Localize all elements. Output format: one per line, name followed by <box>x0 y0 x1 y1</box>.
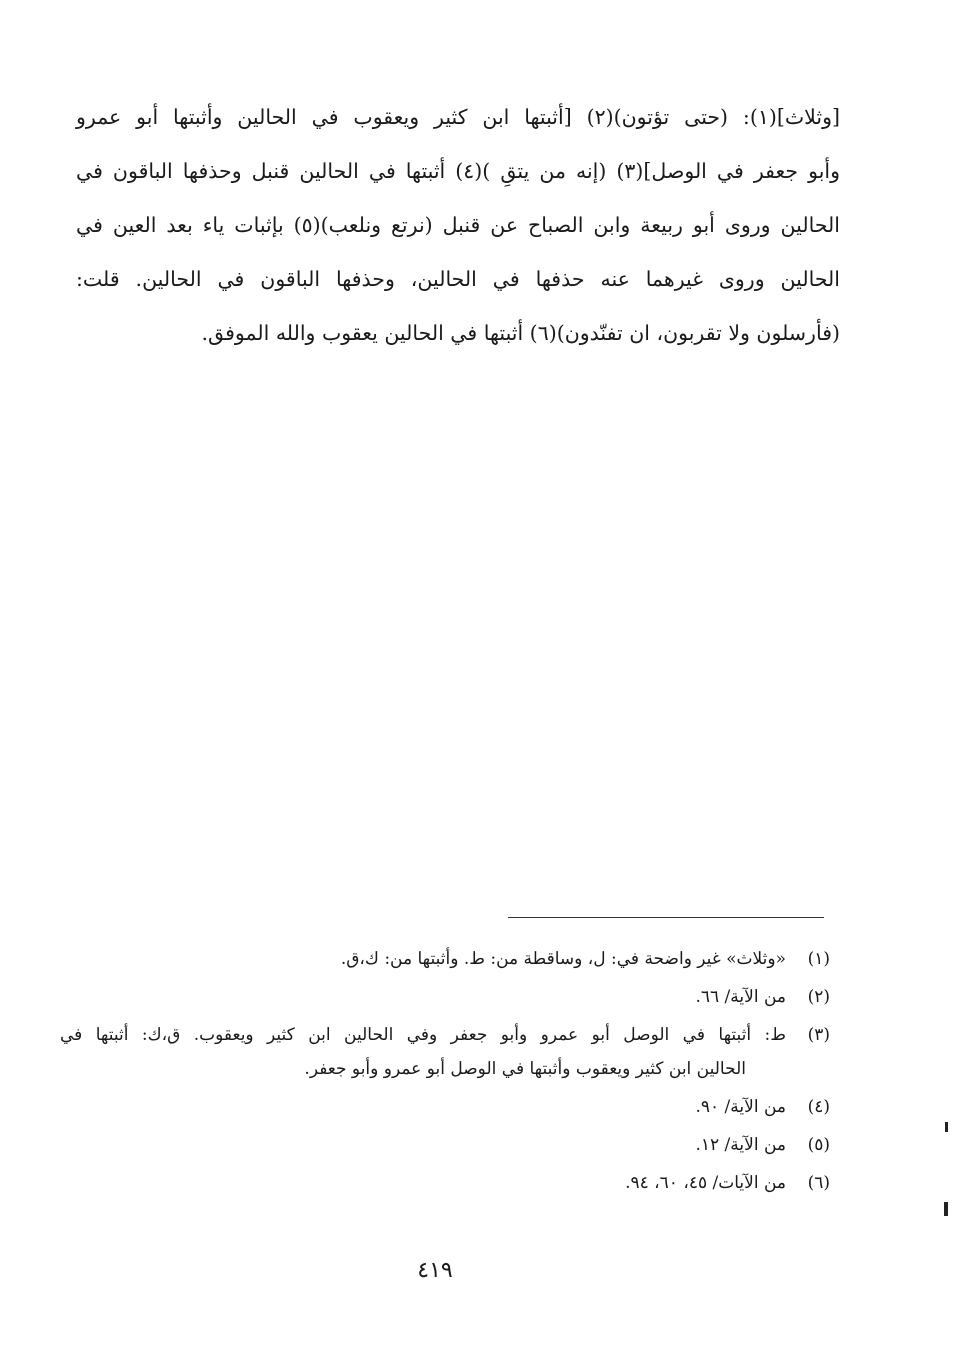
scan-edge-mark <box>944 1202 948 1216</box>
footnote-text: من الآيات/ ٤٥، ٦٠، ٩٤. <box>625 1173 786 1193</box>
footnote-number: (٦) <box>807 1173 830 1193</box>
footnote-text-continued: الحالين ابن كثير ويعقوب وأثبتها في الوصل أبو عمرو وأبو جعفر. <box>304 1059 746 1079</box>
footnote-text: من الآية/ ٩٠. <box>695 1097 786 1117</box>
scan-edge-mark <box>945 1122 948 1132</box>
text-line: وأبو جعفر في الوصل](٣) (إنه من يتقِ )(٤) أثبتها في الحالين قنبل وحذفها الباقون في <box>76 159 841 183</box>
footnote-item <box>60 940 830 978</box>
text-line: [وثلاث](١): (حتى تؤتون)(٢) [أثبتها ابن كثير ويعقوب في الحالين وأثبتها أبو عمرو <box>76 105 840 129</box>
footnote-text: من الآية/ ٦٦. <box>695 987 786 1007</box>
text-line: (فأرسلون ولا تقربون، ان تفنّدون)(٦) أثبتها في الحالين يعقوب والله الموفق. <box>201 321 840 345</box>
page-number: ٤١٩ <box>417 1258 453 1283</box>
footnote-text: ط: أثبتها في الوصل أبو عمرو وأبو جعفر وفي الحالين ابن كثير ويعقوب. ق،ك: أثبتها في <box>60 1025 786 1045</box>
text-line: الحالين وروى أبو ربيعة وابن الصباح عن قنبل (نرتع ونلعب)(٥) بإثبات ياء بعد العين في <box>76 213 840 237</box>
footnote-item <box>60 1126 830 1164</box>
footnote-number: (١) <box>807 949 830 969</box>
footnotes-block <box>60 940 830 1202</box>
footnote-number: (٥) <box>807 1135 830 1155</box>
footnote-item <box>60 978 830 1016</box>
footnote-number: (٤) <box>807 1097 830 1117</box>
footnote-item <box>60 1088 830 1126</box>
footnote-number: (٢) <box>807 987 830 1007</box>
footnote-item <box>60 1016 830 1088</box>
footnote-text: «وثلاث» غير واضحة في: ل، وساقطة من: ط. وأثبتها من: ك،ق. <box>340 949 786 969</box>
footnote-separator <box>508 917 824 918</box>
footnote-item <box>60 1164 830 1202</box>
footnote-number: (٣) <box>807 1025 830 1045</box>
footnote-text: من الآية/ ١٢. <box>695 1135 786 1155</box>
text-line: الحالين وروى غيرهما عنه حذفها في الحالين، وحذفها الباقون في الحالين. قلت: <box>76 267 840 291</box>
main-text-block <box>76 90 840 360</box>
